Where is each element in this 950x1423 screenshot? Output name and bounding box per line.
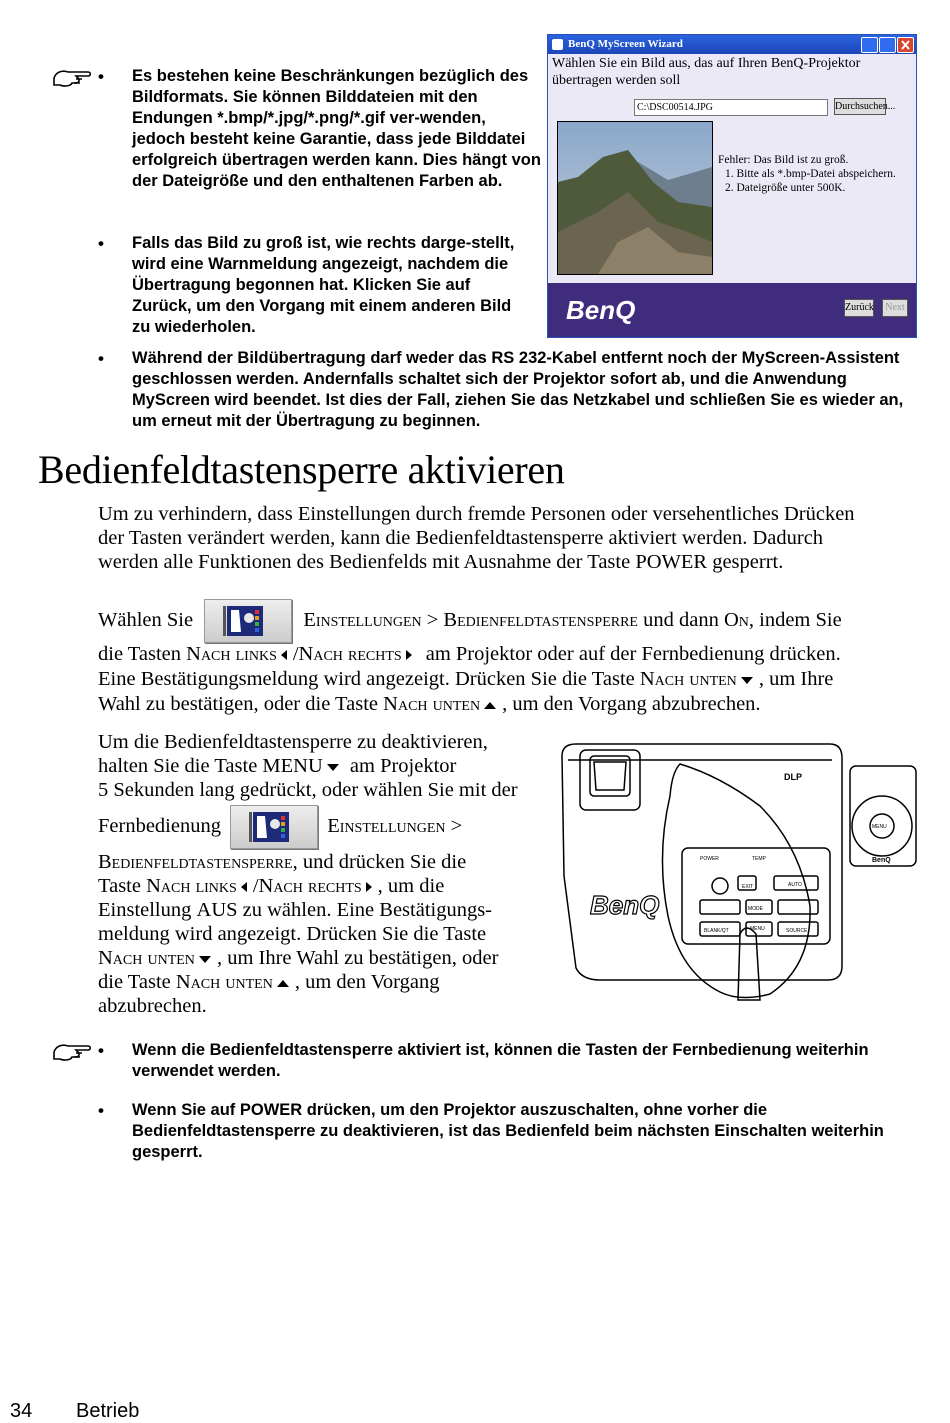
preview-image [557, 121, 713, 275]
bullet-icon: • [98, 349, 104, 368]
svg-text:POWER: POWER [700, 856, 719, 862]
wizard-prompt: Wählen Sie ein Bild aus, das auf Ihren BenQ-Projektor übertragen werden soll [552, 56, 861, 88]
projector-illustration [560, 736, 920, 1002]
activate-instructions: Wählen Sie Einstellungen > Bedienfeldtastensperre und dann On, indem Sie die Tasten Nach links /Nach rechts am Projektor oder auf der Fernbedienung drücken. Eine Bestätigungsmeldung wird angezeigt. Drücken Sie die Taste Nach unten , um Ihre Wahl zu bestätigen, oder die Taste Nach unten , um den Vorgang abzubrechen. [98, 598, 928, 717]
wizard-footer [548, 283, 916, 337]
wizard-title: BenQ MyScreen Wizard [568, 38, 683, 50]
bullet-icon: • [98, 234, 104, 253]
arrow-down-icon [741, 677, 753, 684]
deactivate-instructions: Um die Bedienfeldtastensperre zu deaktivieren, halten Sie die Taste MENU am Projektor 5 Sekunden lang gedrückt, oder wählen Sie mit der Fernbedienung Einstellungen > Bedienfeldtastensperre, und drücken Sie die Taste Nach links /Nach rechts , um die Einstellung AUS zu wählen. Eine Bestätigungs- meldung wird angezeigt. Drücken Sie die Taste Nach unten , um Ihre Wahl zu bestätigen, oder die Taste Nach unten , um den Vorgang abzubrechen. [98, 731, 518, 1017]
svg-text:EXIT: EXIT [742, 884, 754, 890]
arrow-up-icon [484, 702, 496, 709]
svg-text:MENU: MENU [750, 926, 765, 932]
svg-text:TEMP: TEMP [752, 856, 766, 862]
svg-text:AUTO: AUTO [788, 882, 802, 888]
app-icon [552, 39, 563, 50]
svg-text:BenQ: BenQ [872, 857, 891, 864]
bullet-icon: • [98, 1041, 104, 1060]
note-hand-icon [52, 1040, 92, 1062]
close-icon[interactable] [897, 37, 914, 53]
svg-text:BLANK/QT: BLANK/QT [704, 928, 729, 934]
minimize-icon[interactable] [861, 37, 878, 53]
arrow-down-icon [327, 764, 339, 771]
bullet-icon: • [98, 67, 104, 86]
error-message: Fehler: Das Bild ist zu groß. 1. Bitte als *.bmp-Datei abspeichern. 2. Dateigröße unter 500K. [718, 154, 896, 194]
svg-text:MENU: MENU [872, 824, 887, 830]
arrow-left-icon [281, 650, 287, 660]
note-transfer: Während der Bildübertragung darf weder das RS 232-Kabel entfernt noch der MyScreen-Assistent geschlossen werden. Andernfalls schaltet sich der Projektor sofort ab, und die Anwendung MyScreen wird beendet. Ist dies der Fall, ziehen Sie das Netzkabel und schließen Sie es wieder an, um erneut mit der Übertragung zu beginnen. [132, 349, 904, 430]
next-button[interactable]: Next [882, 299, 908, 317]
wizard-titlebar [548, 35, 916, 54]
note-too-large: Falls das Bild zu groß ist, wie rechts darge-stellt, wird eine Warnmeldung angezeigt, nachdem die Übertragung begonnen hat. Klicken Sie auf Zurück, um den Vorgang mit einem anderen Bild zu wiederholen. [132, 234, 515, 336]
arrow-right-icon [366, 882, 372, 892]
back-button[interactable]: Zurück [844, 299, 874, 317]
file-path-field[interactable]: C:\DSC00514.JPG [634, 99, 828, 116]
settings-menu-icon [204, 599, 292, 643]
arrow-up-icon [277, 980, 289, 987]
svg-text:SOURCE: SOURCE [786, 928, 808, 934]
dlp-logo: DLP [784, 772, 802, 782]
note-hand-icon [52, 66, 92, 88]
bullet-icon: • [98, 1101, 104, 1120]
note-remote: Wenn die Bedienfeldtastensperre aktiviert ist, können die Tasten der Fernbedienung weiterhin verwendet werden. [132, 1041, 869, 1080]
page-number: 34 [10, 1400, 33, 1422]
arrow-left-icon [241, 882, 247, 892]
benq-logo: BenQ [566, 295, 636, 325]
svg-text:MODE: MODE [748, 906, 763, 912]
myscreen-wizard-window [547, 34, 917, 338]
note-format: Es bestehen keine Beschränkungen bezüglich des Bildformats. Sie können Bilddateien mit den Endungen *.bmp/*.jpg/*.png/*.gif ver-wenden, jedoch besteht keine Garantie, dass jede Bilddatei erfolgreich übertragen werden kann. Dies hängt von der Dateigröße und den enthaltenen Farben ab. [132, 67, 541, 190]
note-power: Wenn Sie auf POWER drücken, um den Projektor auszuschalten, ohne vorher die Bedienfeldtastensperre zu deaktivieren, ist das Bedienfeld beim nächsten Einschalten weiterhin gesperrt. [132, 1101, 884, 1161]
arrow-right-icon [406, 650, 412, 660]
browse-button[interactable]: Durchsuchen... [834, 98, 886, 115]
section-heading: Bedienfeldtastensperre aktivieren [38, 447, 565, 492]
section-name: Betrieb [76, 1400, 140, 1422]
settings-menu-icon [230, 805, 318, 849]
projector-brand: BenQ [590, 890, 660, 920]
intro-paragraph: Um zu verhindern, dass Einstellungen durch fremde Personen oder versehentliches Drücken der Tasten verändert werden, kann die Bedienfeldtastensperre aktiviert werden. Dadurch werden alle Funktionen des Bedienfelds mit Ausnahme der Taste POWER gesperrt. [98, 503, 855, 573]
maximize-icon[interactable] [879, 37, 896, 53]
arrow-down-icon [199, 956, 211, 963]
